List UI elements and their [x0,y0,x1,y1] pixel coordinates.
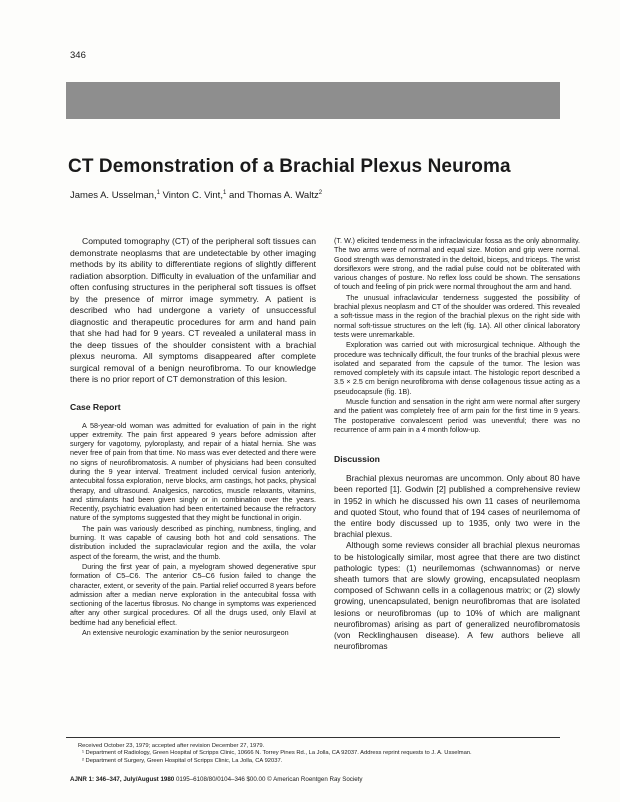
right-column [334,236,580,652]
author-name: James A. Usselman, [70,190,157,202]
journal-details: 0195–6108/80/0104–346 $00.00 © American Roentgen Ray Society [175,776,363,783]
case-report-paragraph: During the first year of pain, a myelogram showed degenerative spur formation of C5–C6. The anterior C5–C6 fusion failed to change the character, extent, or severity of the pain. Partial relief occurred 8 years before admission after a median nerve exploration in the antecubital fossa with sectioning of the lacertus fibrosus. No change in symptoms was experienced after any other surgical procedures. Of all the drugs used, only Elavil at bedtime had any beneficial effect. [70,561,316,627]
section-heading-discussion: Discussion [334,454,380,465]
case-report-paragraph: The pain was variously described as pinching, numbness, tingling, and burning. It was capable of causing both hot and cold sensations. The distribution included the supraclavicular region and the axilla, the volar aspect of the forearm, the wrist, and the thumb. [70,523,316,561]
case-report-paragraph: A 58-year-old woman was admitted for evaluation of pain in the right upper extremity. The pain first appeared 9 years before admission after surgery for vagotomy, pyloroplasty, and repair of a hiatal hernia. She was never free of pain from that time. No mass was ever detected and there were no signs of neurofibromatosis. A number of physicians had been consulted during the 9 year interval. Treatment included cervical fusion anteriorly, antecubital fossa exploration, nerve blocks, arm castings, hot packs, physical therapy, and ultrasound. Analgesics, narcotics, muscle relaxants, vitamins, and stimulants had been given singly or in combination over the years. Recently, psychiatric evaluation had been entertained because the refractory nature of the symptoms suggested that they might be functional in origin. [70,420,316,523]
header-band [66,82,560,119]
discussion-paragraph: Although some reviews consider all brachial plexus neuromas to be histologically similar, most agree that there are two distinct pathologic types: (1) neurilemomas (schwannomas) or nerve sheath tumors that are slowly growing, encapsulated neoplasm composed of Schwann cells in a collagenous matrix; or (2) slowly growing, unencapsulated, benign neurofibromas that are isolated lesions or neurofibromas (up to 10% of which are malignant neurofibromas) arising as part of generalized neurofibromatosis (von Recklinghausen disease). A few authors believe all neurofibromas [334,540,580,652]
case-report-paragraph: An extensive neurologic examination by the senior neurosurgeon [82,628,289,638]
author-affiliation-mark: 1 [222,190,227,196]
footnotes [70,743,560,765]
author-affiliation-mark: 2 [318,190,323,196]
case-report-continued-paragraph: Exploration was carried out with microsurgical technique. Although the procedure was technically difficult, the four trunks of the brachial plexus were isolated and separated from the capsule of the tumor. The lesion was removed completely with its capsule intact. The histologic report described a 3.5 × 2.5 cm benign neurofibroma with dense collagenous tissue acting as a pseudocapsule (fig. 1B). [334,340,580,396]
journal-citation: AJNR 1: 346–347, July/August 1980 [70,776,175,783]
case-report-continued-paragraph: Muscle function and sensation in the right arm were normal after surgery and the patient was completely free of arm pain for the first time in 9 years. The postoperative convalescent period was uneventful; there was no recurrence of arm pain in a 4 month follow-up. [334,397,580,434]
footnote-affiliation-2: ² Department of Surgery, Green Hospital of Scripps Clinic, La Jolla, CA 92037. [82,757,283,764]
footnote-received: Received October 23, 1979; accepted after revision December 27, 1979. [78,743,265,749]
footnote-affiliation-1: ¹ Department of Radiology, Green Hospital of Scripps Clinic, 10666 N. Torrey Pines Rd., La Jolla, CA 92037. Address reprint requests to J. A. Usselman. [82,750,472,757]
author-name: Vinton C. Vint, [162,190,223,202]
author-name: and Thomas A. Waltz [228,190,319,202]
section-heading-case-report: Case Report [70,401,121,412]
author-list [70,186,330,203]
author-affiliation-mark: 1 [156,190,160,196]
abstract: Computed tomography (CT) of the peripheral soft tissues can demonstrate neoplasms that are undetectable by other imaging methods by its ability to differentiate regions of slightly different radiation absorption. Difficulty in evaluation of the unfamiliar and often confusing structures in the peripheral soft tissues is offset by the presence of mirror image symmetry. A patient is described who had undergone a variety of unsuccessful diagnostic and therapeutic procedures for arm and hand pain that she had had for 9 years. CT revealed a unilateral mass in the deep tissues of the shoulder consistent with a brachial plexus neuroma. All symptoms disappeared after complete surgical removal of a benign neurofibroma. To our knowledge there is no prior report of CT demonstration of this lesion. [70,236,316,384]
page-number: 346 [70,50,86,61]
left-column [70,236,316,637]
article-title: CT Demonstration of a Brachial Plexus Neuroma [68,156,511,177]
journal-citation-line [70,776,363,783]
discussion-paragraph: Brachial plexus neuromas are uncommon. Only about 80 have been reported [1]. Godwin [2] published a comprehensive review in 1952 in which he discussed his own 11 cases of neurilemoma and quoted Stout, who found that of 194 cases of neurilemoma of the entire body discussed up to 1935, only two were in the brachial plexus. [334,473,580,540]
case-report-continued-paragraph: (T. W.) elicited tenderness in the infraclavicular fossa as the only abnormality. The two arms were of normal and equal size. Motion and grip were normal. Good strength was demonstrated in the deltoid, biceps, and triceps. The wrist dorsiflexors were strong, and the radial pulse could not be obliterated with various changes of posture. No reflex loss could be shown. The sensations of touch and feeling of pin prick were normal throughout the arm and hand. [334,236,580,292]
footnote-divider [66,737,560,738]
case-report-continued-paragraph: The unusual infraclavicular tenderness suggested the possibility of brachial plexus neoplasm and CT of the shoulder was ordered. This revealed a soft-tissue mass in the region of the brachial plexus on the right side with normal soft-tissue structures on the left (fig. 1A). All other clinical laboratory tests were unremarkable. [334,292,580,339]
